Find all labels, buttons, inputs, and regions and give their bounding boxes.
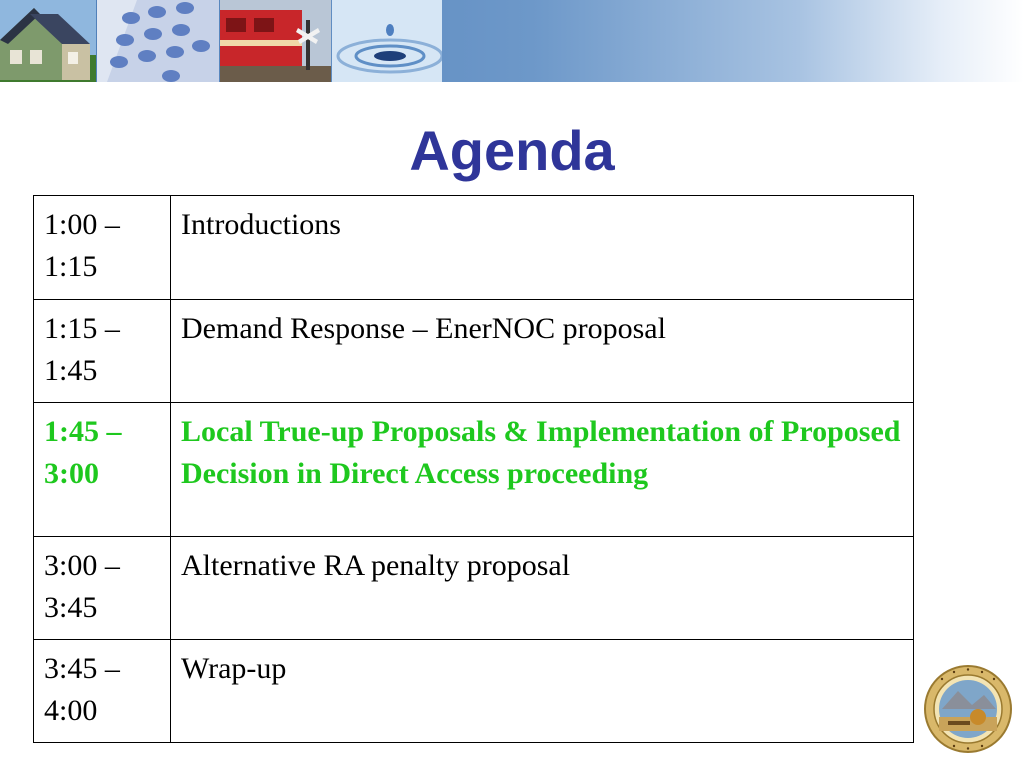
table-row — [34, 196, 914, 300]
time-cell: 3:45 – 4:00 — [34, 640, 171, 743]
cpuc-seal-logo — [924, 665, 1012, 753]
agenda-item-cell: Local True-up Proposals & Implementation of Proposed Decision in Direct Access proceeding — [171, 403, 914, 537]
time-cell: 3:00 – 3:45 — [34, 537, 171, 640]
agenda-item-cell: Introductions — [171, 196, 914, 300]
agenda-item-cell: Demand Response – EnerNOC proposal — [171, 300, 914, 403]
time-cell: 1:45 – 3:00 — [34, 403, 171, 537]
time-cell: 1:15 – 1:45 — [34, 300, 171, 403]
agenda-table — [33, 195, 914, 743]
agenda-item-cell: Wrap-up — [171, 640, 914, 743]
table-row — [34, 537, 914, 640]
water-drop-photo — [332, 0, 442, 82]
house-solar-photo — [0, 0, 96, 82]
table-row — [34, 300, 914, 403]
train-photo — [220, 0, 331, 82]
page-title: Agenda — [409, 119, 615, 182]
agenda-item-cell: Alternative RA penalty proposal — [171, 537, 914, 640]
table-row — [34, 640, 914, 743]
table-row-highlighted — [34, 403, 914, 537]
time-cell: 1:00 – 1:15 — [34, 196, 171, 300]
header-banner — [0, 0, 1024, 82]
phone-keypad-photo — [97, 0, 219, 82]
